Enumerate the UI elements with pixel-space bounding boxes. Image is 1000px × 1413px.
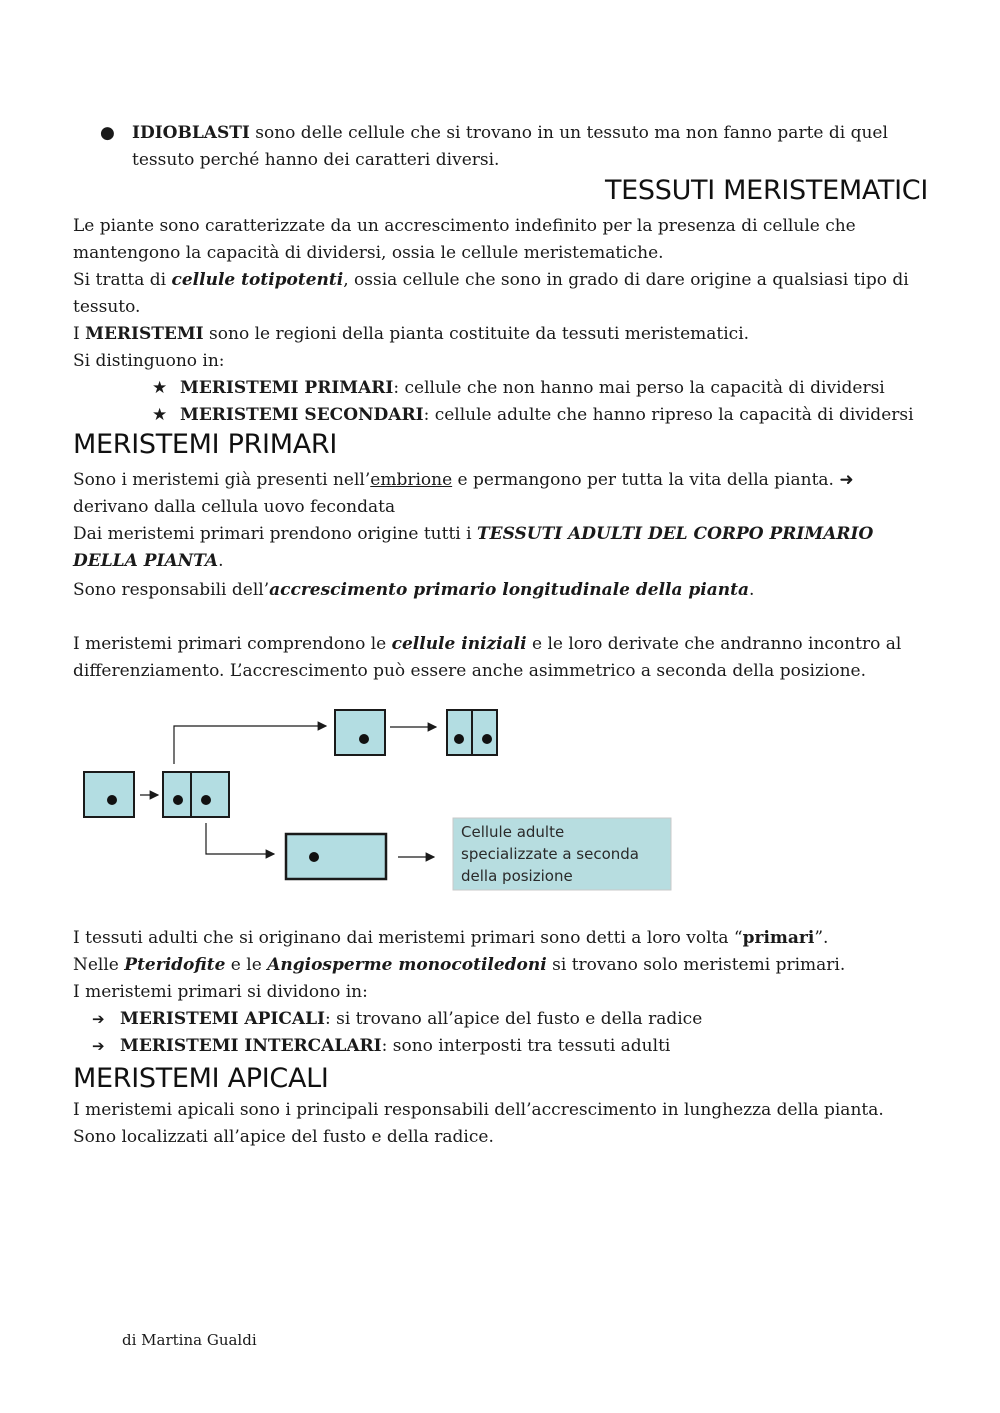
paragraph-pteridofite — [73, 952, 933, 979]
elongated-cell — [286, 834, 386, 879]
nucleus — [173, 795, 183, 805]
heading-tessuti-meristematici: TESSUTI MERISTEMATICI — [604, 175, 928, 206]
footer-author: di Martina Gualdi — [122, 1331, 257, 1349]
initial-cell — [84, 772, 134, 817]
text-run: . — [749, 580, 755, 600]
paragraph-apicali-localizzati: Sono localizzati all’apice del fusto e della radice. — [73, 1127, 494, 1147]
paragraph-tessuti-primari — [73, 925, 933, 952]
divided-cell — [163, 772, 229, 817]
heading-meristemi-primari: MERISTEMI PRIMARI — [73, 429, 338, 460]
term-meristemi: MERISTEMI — [85, 324, 204, 344]
emphasis-cellule-totipotenti: cellule totipotenti — [171, 270, 344, 290]
bullet-icon: ● — [100, 123, 115, 143]
paragraph-tessuti-adulti — [73, 521, 933, 575]
text-run: I meristemi primari comprendono le — [73, 634, 392, 654]
paragraph-cellule-iniziali — [73, 631, 933, 685]
text-run: . — [218, 551, 224, 571]
paragraph-embrione — [73, 467, 933, 521]
list-item-term: MERISTEMI APICALI — [120, 1009, 325, 1029]
text-run: Nelle — [73, 955, 125, 975]
list-item-meristemi-primari — [152, 375, 932, 402]
paragraph-piante: Le piante sono caratterizzate da un accrescimento indefinito per la presenza di cellule che mantengono la capacità di dividersi, ossia le cellule meristematiche. — [73, 216, 856, 263]
term-primari: primari — [742, 928, 815, 948]
list-item-text: : cellule adulte che hanno ripreso la capacità di dividersi — [423, 405, 914, 425]
nucleus — [107, 795, 117, 805]
idioblasti-text: sono delle cellule che si trovano in un tessuto ma non fanno parte di quel tessuto perché hanno dei caratteri diversi. — [132, 123, 888, 170]
paragraph-si-dividono: I meristemi primari si dividono in: — [73, 982, 368, 1002]
heading-meristemi-apicali: MERISTEMI APICALI — [73, 1063, 329, 1094]
adult-cells-label-line: della posizione — [461, 867, 573, 885]
nucleus — [359, 734, 369, 744]
list-item-meristemi-secondari — [152, 402, 932, 429]
list-item-term: MERISTEMI SECONDARI — [180, 405, 424, 425]
paragraph-totipotenti — [73, 267, 933, 321]
text-run: sono le regioni della pianta costituite da tessuti meristematici. — [203, 324, 750, 344]
emphasis-accrescimento: accrescimento primario longitudinale della pianta — [269, 580, 750, 600]
text-run: e permangono per tutta la vita della pianta. ➜ derivano dalla cellula uovo fecondata — [73, 470, 854, 517]
nucleus — [201, 795, 211, 805]
idioblasti-term: IDIOBLASTI — [132, 123, 250, 143]
adult-cells-label-line: specializzate a seconda — [461, 845, 639, 863]
paragraph-meristemi — [73, 321, 933, 348]
list-item-meristemi-intercalari — [92, 1033, 912, 1060]
list-item-term: MERISTEMI INTERCALARI — [120, 1036, 382, 1056]
text-run: ”. — [814, 928, 829, 948]
text-run: I tessuti adulti che si originano dai meristemi primari sono detti a loro volta “ — [73, 928, 743, 948]
text-run: Si tratta di — [73, 270, 172, 290]
idioblasti-item — [100, 120, 930, 174]
emphasis-pteridofite: Pteridofite — [124, 955, 226, 975]
arrow-right-icon: ➔ — [92, 1010, 105, 1028]
list-item-text: : cellule che non hanno mai perso la capacità di dividersi — [393, 378, 885, 398]
list-item-text: : si trovano all’apice del fusto e della radice — [324, 1009, 703, 1029]
list-item-term: MERISTEMI PRIMARI — [180, 378, 394, 398]
list-item-meristemi-apicali — [92, 1006, 912, 1033]
text-run: Dai meristemi primari prendono origine tutti i — [73, 524, 477, 544]
nucleus — [454, 734, 464, 744]
arrow-lower-path — [206, 823, 274, 854]
emphasis-angiosperme: Angiosperme monocotiledoni — [267, 955, 547, 975]
star-icon: ★ — [152, 405, 168, 425]
paragraph-apicali-responsabili: I meristemi apicali sono i principali responsabili dell’accrescimento in lunghezza della pianta. — [73, 1100, 884, 1120]
text-run: e le — [225, 955, 268, 975]
arrow-right-icon: ➔ — [92, 1037, 105, 1055]
nucleus — [309, 852, 319, 862]
cell-division-diagram — [78, 704, 678, 894]
text-run: e le loro derivate che andranno incontro al differenziamento. L’accrescimento può essere anche asimmetrico a seconda della posizione. — [73, 634, 902, 681]
nucleus — [482, 734, 492, 744]
star-icon: ★ — [152, 378, 168, 398]
adult-cells-label-line: Cellule adulte — [461, 823, 565, 841]
text-run: Sono responsabili dell’ — [73, 580, 270, 600]
text-run: Sono i meristemi già presenti nell’ — [73, 470, 371, 490]
text-run: si trovano solo meristemi primari. — [546, 955, 846, 975]
text-run: I — [73, 324, 86, 344]
underlined-embrione: embrione — [370, 470, 453, 490]
arrow-upper-path — [174, 726, 326, 764]
text-run: , ossia cellule che sono in grado di dare origine a qualsiasi tipo di tessuto. — [73, 270, 909, 317]
emphasis-tessuti-adulti: TESSUTI ADULTI DEL CORPO PRIMARIO DELLA PIANTA — [73, 524, 874, 571]
paragraph-si-distinguono: Si distinguono in: — [73, 351, 225, 371]
emphasis-cellule-iniziali: cellule iniziali — [391, 634, 527, 654]
paragraph-responsabili — [73, 577, 933, 604]
list-item-text: : sono interposti tra tessuti adulti — [381, 1036, 671, 1056]
upper-cell — [335, 710, 385, 755]
